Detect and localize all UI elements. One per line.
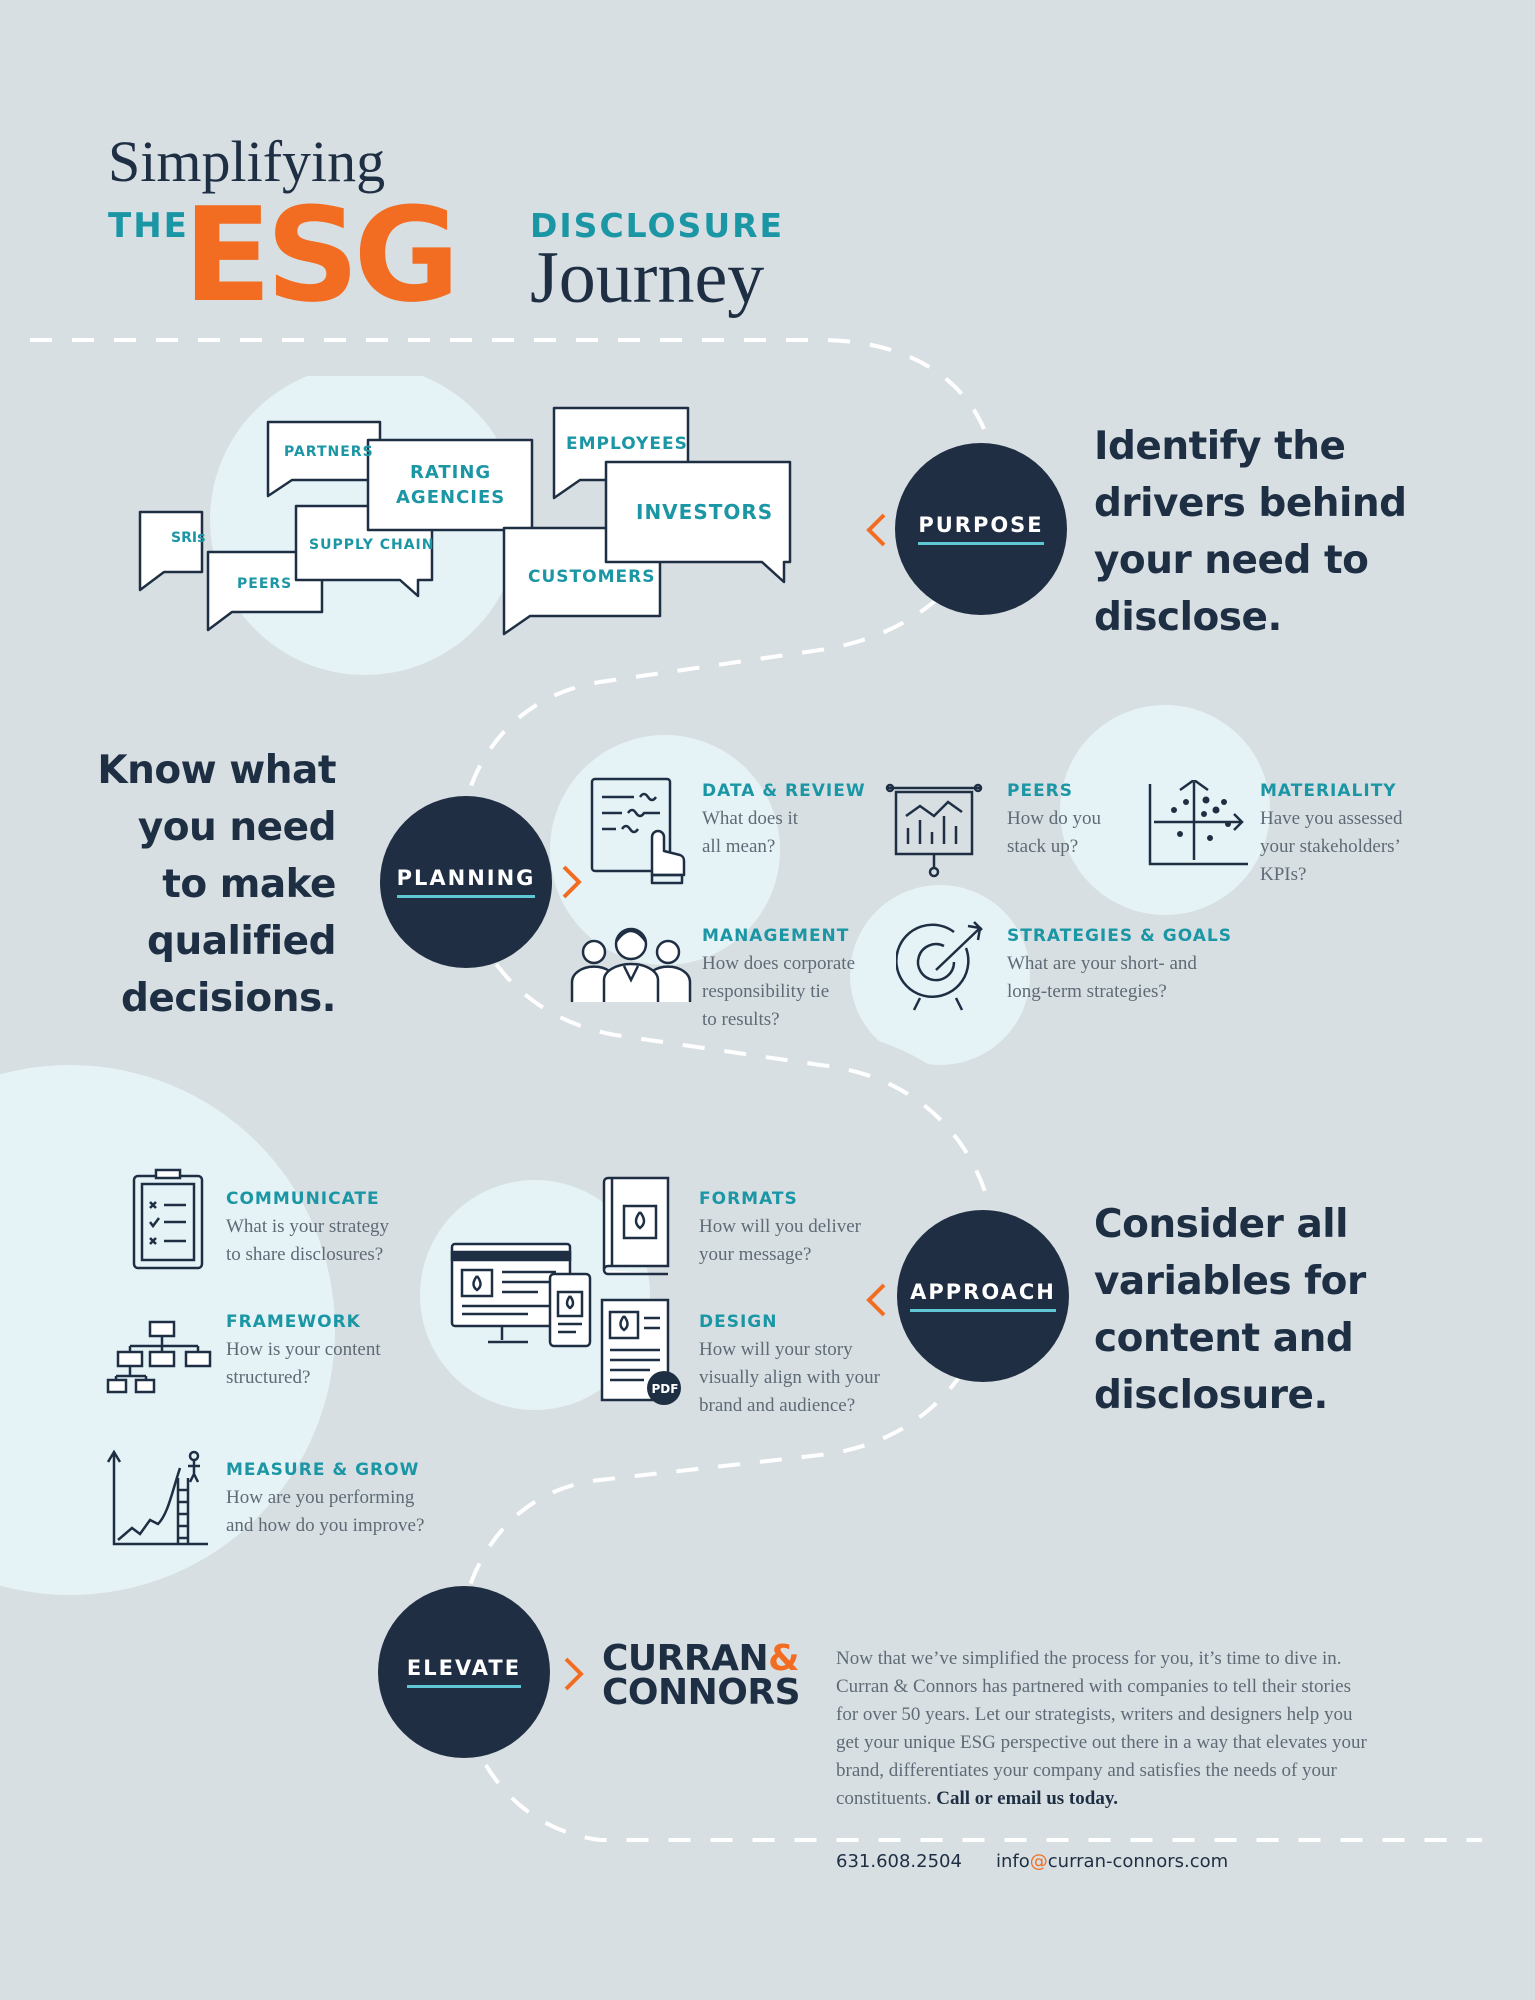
bubble-rating: RATING [410,462,492,483]
bubble-peers: PEERS [237,576,293,592]
planning-item-management-text: How does corporate responsibility tie to results? [702,953,856,1030]
title-journey: Journey [530,237,765,319]
chevron-left-icon [864,512,888,548]
email-link[interactable]: info@curran-connors.com [996,1851,1229,1872]
team-icon [566,922,696,1004]
planning-item-data-review-text: What does it all mean? [702,808,799,857]
planning-item-data-review-label: DATA & REVIEW [702,781,866,801]
title-the: THE [108,206,189,246]
planning-item-strategies-label: STRATEGIES & GOALS [1007,926,1232,946]
approach-item-design-text: How will your story visually align with your brand and audience? [699,1339,881,1416]
approach-item-framework-text: How is your content structured? [226,1339,381,1388]
call-to-action: Call or email us today. [936,1788,1119,1809]
approach-item-measure-label: MEASURE & GROW [226,1460,420,1480]
approach-item-measure-text: How are you performing and how do you improve? [226,1487,425,1536]
clipboard-icon [130,1166,206,1272]
org-chart-icon [106,1318,216,1394]
chevron-left-icon [864,1282,888,1318]
pdf-badge: PDF [651,1382,679,1396]
stage-elevate [378,1586,550,1758]
planning-item-materiality-text: Have you assessed your stakeholders’ KPIs? [1260,808,1403,885]
planning-item-peers-label: PEERS [1007,781,1074,801]
approach-heading: Consider all variables for content and disclosure. [1094,1202,1366,1418]
title-disclosure: DISCLOSURE [530,206,785,245]
stage-approach-label: APPROACH [910,1280,1056,1312]
title-esg: ESG [183,179,455,331]
document-hand-icon [586,775,698,885]
stage-purpose [895,443,1067,615]
logo-curran: CURRAN [602,1638,769,1679]
logo-ampersand: & [768,1638,799,1679]
approach-item-communicate-text: What is your strategy to share disclosures? [226,1216,390,1265]
bubble-supply-chain: SUPPLY CHAIN [309,537,435,553]
approach-item-framework-label: FRAMEWORK [226,1312,361,1332]
curran-connors-logo [602,1638,801,1713]
approach-item-design-label: DESIGN [699,1312,778,1332]
planning-item-strategies-text: What are your short- and long-term strategies? [1007,953,1197,1002]
purpose-heading: Identify the drivers behind your need to disclose. [1094,424,1407,640]
stage-elevate-label: ELEVATE [407,1656,521,1688]
scatter-plot-icon [1144,780,1254,870]
closing-paragraph: Now that we’ve simplified the process for you, it’s time to dive in. Curran & Connors has partnered with companies to tell their stories for over 50 years. Let our strategists, writers and designers help you get your unique ESG perspective out there in a way that elevates your brand, differentiates your company and satisfies the needs of your constituents. Call or email us today. [836,1648,1367,1809]
bubble-investors: INVESTORS [636,500,774,524]
stage-approach [897,1210,1069,1382]
devices-icon [448,1240,598,1350]
stage-purpose-label: PURPOSE [918,513,1043,545]
logo-connors: CONNORS [602,1672,801,1713]
stage-planning-label: PLANNING [397,866,536,898]
chevron-right-icon [562,1656,586,1692]
target-icon [896,920,988,1012]
bubble-partners: PARTNERS [284,444,374,460]
bubble-agencies: AGENCIES [396,487,506,508]
planning-item-peers-text: How do you stack up? [1007,808,1101,857]
planning-item-management-label: MANAGEMENT [702,926,850,946]
chevron-right-icon [560,864,584,900]
stage-planning [380,796,552,968]
planning-item-materiality-label: MATERIALITY [1260,781,1397,801]
approach-item-communicate-label: COMMUNICATE [226,1189,380,1209]
bubble-sris: SRIs [171,530,206,546]
growth-chart-icon [106,1448,210,1548]
presentation-chart-icon [884,780,984,880]
planning-heading: Know what you need to make qualified decisions. [97,748,336,1021]
bubble-customers: CUSTOMERS [528,567,656,587]
bubble-employees: EMPLOYEES [566,434,688,454]
title-simplifying: Simplifying [108,129,386,194]
phone-number[interactable]: 631.608.2504 [836,1851,962,1872]
approach-item-formats-label: FORMATS [699,1189,798,1209]
book-icon [598,1174,674,1280]
approach-item-formats-text: How will you deliver your message? [699,1216,862,1265]
